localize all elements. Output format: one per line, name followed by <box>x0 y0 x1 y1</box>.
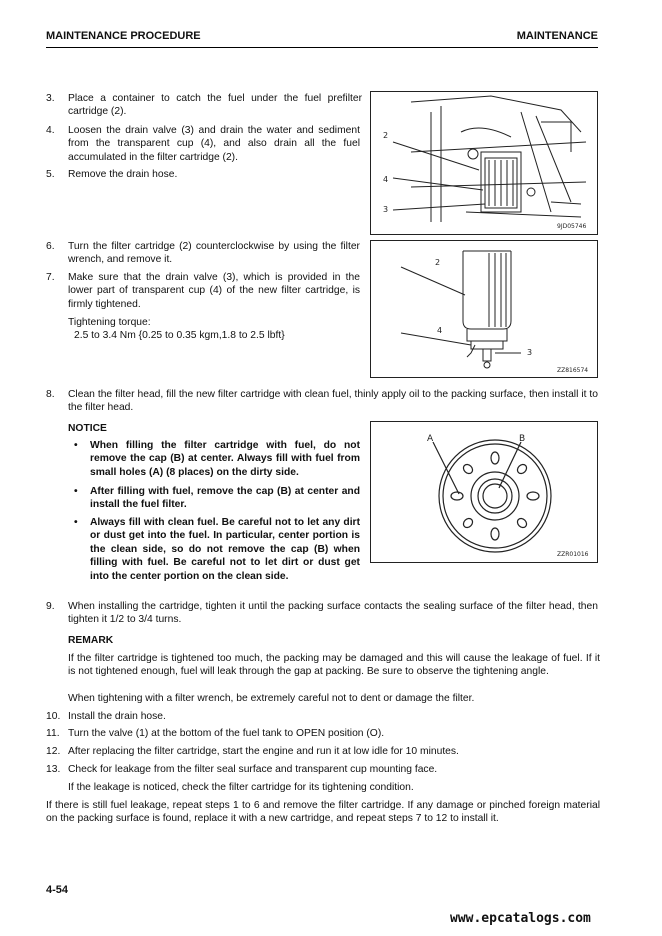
notice-bullet-text: After filling with fuel, remove the cap (B) at center and install the fuel filter. <box>90 486 360 511</box>
fig3-code: ZZR01016 <box>557 551 589 558</box>
step-number: 12. <box>46 746 61 757</box>
remark-paragraph: When tightening with a filter wrench, be extremely careful not to dent or damage the filter. <box>68 693 475 704</box>
header-right: MAINTENANCE <box>516 30 598 42</box>
watermark-link[interactable]: www.epcatalogs.com <box>450 911 591 926</box>
fig1-label-4: 4 <box>383 175 389 184</box>
fig2-label-4: 4 <box>437 326 443 335</box>
step-number: 11. <box>46 728 60 739</box>
step-text: When installing the cartridge, tighten it until the packing surface contacts the sealing surface of the filter head, then tighten it 1/2 to 3/4 turns. <box>68 601 598 626</box>
step-number: 9. <box>46 601 55 612</box>
step-13-note: If the leakage is noticed, check the filter cartridge for its tightening condition. <box>68 782 414 793</box>
step-text: Make sure that the drain valve (3), which is provided in the lower part of transparent cup (4) of the new filter cartridge, is firmly tightened. <box>68 272 360 310</box>
remark-paragraph: If the filter cartridge is tightened too much, the packing may be damaged and this will cause the leakage of fuel. If it is not tightened enough, fuel will leak through the gap at packing. Be sure to observe the tightening angle. <box>68 653 600 678</box>
step-number: 8. <box>46 389 55 400</box>
torque-value: 2.5 to 3.4 Nm {0.25 to 0.35 kgm,1.8 to 2.5 lbft} <box>74 330 285 341</box>
figure-filter-cartridge <box>370 240 598 378</box>
step-text: Remove the drain hose. <box>68 169 178 180</box>
final-paragraph: If there is still fuel leakage, repeat steps 1 to 6 and remove the filter cartridge. If any damage or pinched foreign material on the packing surface is found, replace it with a new cartridge, and repeat steps 7 to 12 to install it. <box>46 800 600 825</box>
page-header <box>46 30 598 46</box>
step-text: Turn the valve (1) at the bottom of the fuel tank to OPEN position (O). <box>68 728 385 739</box>
fig1-label-3: 3 <box>383 205 389 214</box>
step-number: 7. <box>46 272 55 283</box>
notice-bullet-text: Always fill with clean fuel. Be careful not to let any dirt or dust get into the fuel. In particular, center portion is the clean side, so do not remove the cap (B) when filling with fuel. Be careful not to let dirt or dust get into the center portion on the clean side. <box>90 517 360 582</box>
step-number: 5. <box>46 169 55 180</box>
fig2-label-3: 3 <box>527 348 533 357</box>
notice-bullet-text: When filling the filter cartridge with fuel, do not remove the cap (B) at center. Always fill with fuel from small holes (A) (8 places) on the dirty side. <box>90 440 360 478</box>
step-number: 10. <box>46 711 61 722</box>
torque-label: Tightening torque: <box>68 317 151 328</box>
step-text: Place a container to catch the fuel under the fuel prefilter cartridge (2). <box>68 93 362 118</box>
fig3-label-a: A <box>427 434 434 444</box>
step-text: Check for leakage from the filter seal surface and transparent cup mounting face. <box>68 764 438 775</box>
fig1-code: 9JD05746 <box>557 223 587 230</box>
step-text: Install the drain hose. <box>68 711 166 722</box>
figure-fuel-prefilter-location <box>370 91 598 235</box>
fig3-label-b: B <box>519 434 526 444</box>
step-text: After replacing the filter cartridge, start the engine and run it at low idle for 10 minutes. <box>68 746 459 757</box>
figure-filter-top-view <box>370 421 598 563</box>
remark-title: REMARK <box>68 635 114 646</box>
header-rule <box>46 47 598 48</box>
step-text: Turn the filter cartridge (2) counterclockwise by using the filter wrench, and remove it. <box>68 241 360 266</box>
step-text: Clean the filter head, fill the new filter cartridge with clean fuel, thinly apply oil to the packing surface, then install it to the filter head. <box>68 389 598 414</box>
prefilter-location-drawing <box>371 92 597 234</box>
filter-top-view-drawing <box>371 422 597 562</box>
step-text: Loosen the drain valve (3) and drain the water and sediment from the transparent cup (4), and also drain all the fuel accumulated in the filter cartridge (2). <box>68 125 360 163</box>
filter-cartridge-drawing <box>371 241 597 377</box>
notice-bullet: • When filling the filter cartridge with fuel, do not remove the cap (B) at center. Always fill with fuel from small holes (A) (8 places) on the dirty side. <box>74 440 360 478</box>
step-number: 4. <box>46 125 55 136</box>
step-number: 3. <box>46 93 55 104</box>
fig2-code: ZZ816574 <box>557 367 589 374</box>
step-number: 13. <box>46 764 61 775</box>
page-number: 4-54 <box>46 884 69 896</box>
fig2-label-2: 2 <box>435 258 441 267</box>
notice-title: NOTICE <box>68 423 107 434</box>
step-number: 6. <box>46 241 55 252</box>
header-left: MAINTENANCE PROCEDURE <box>46 30 201 42</box>
fig1-label-2: 2 <box>383 131 389 140</box>
